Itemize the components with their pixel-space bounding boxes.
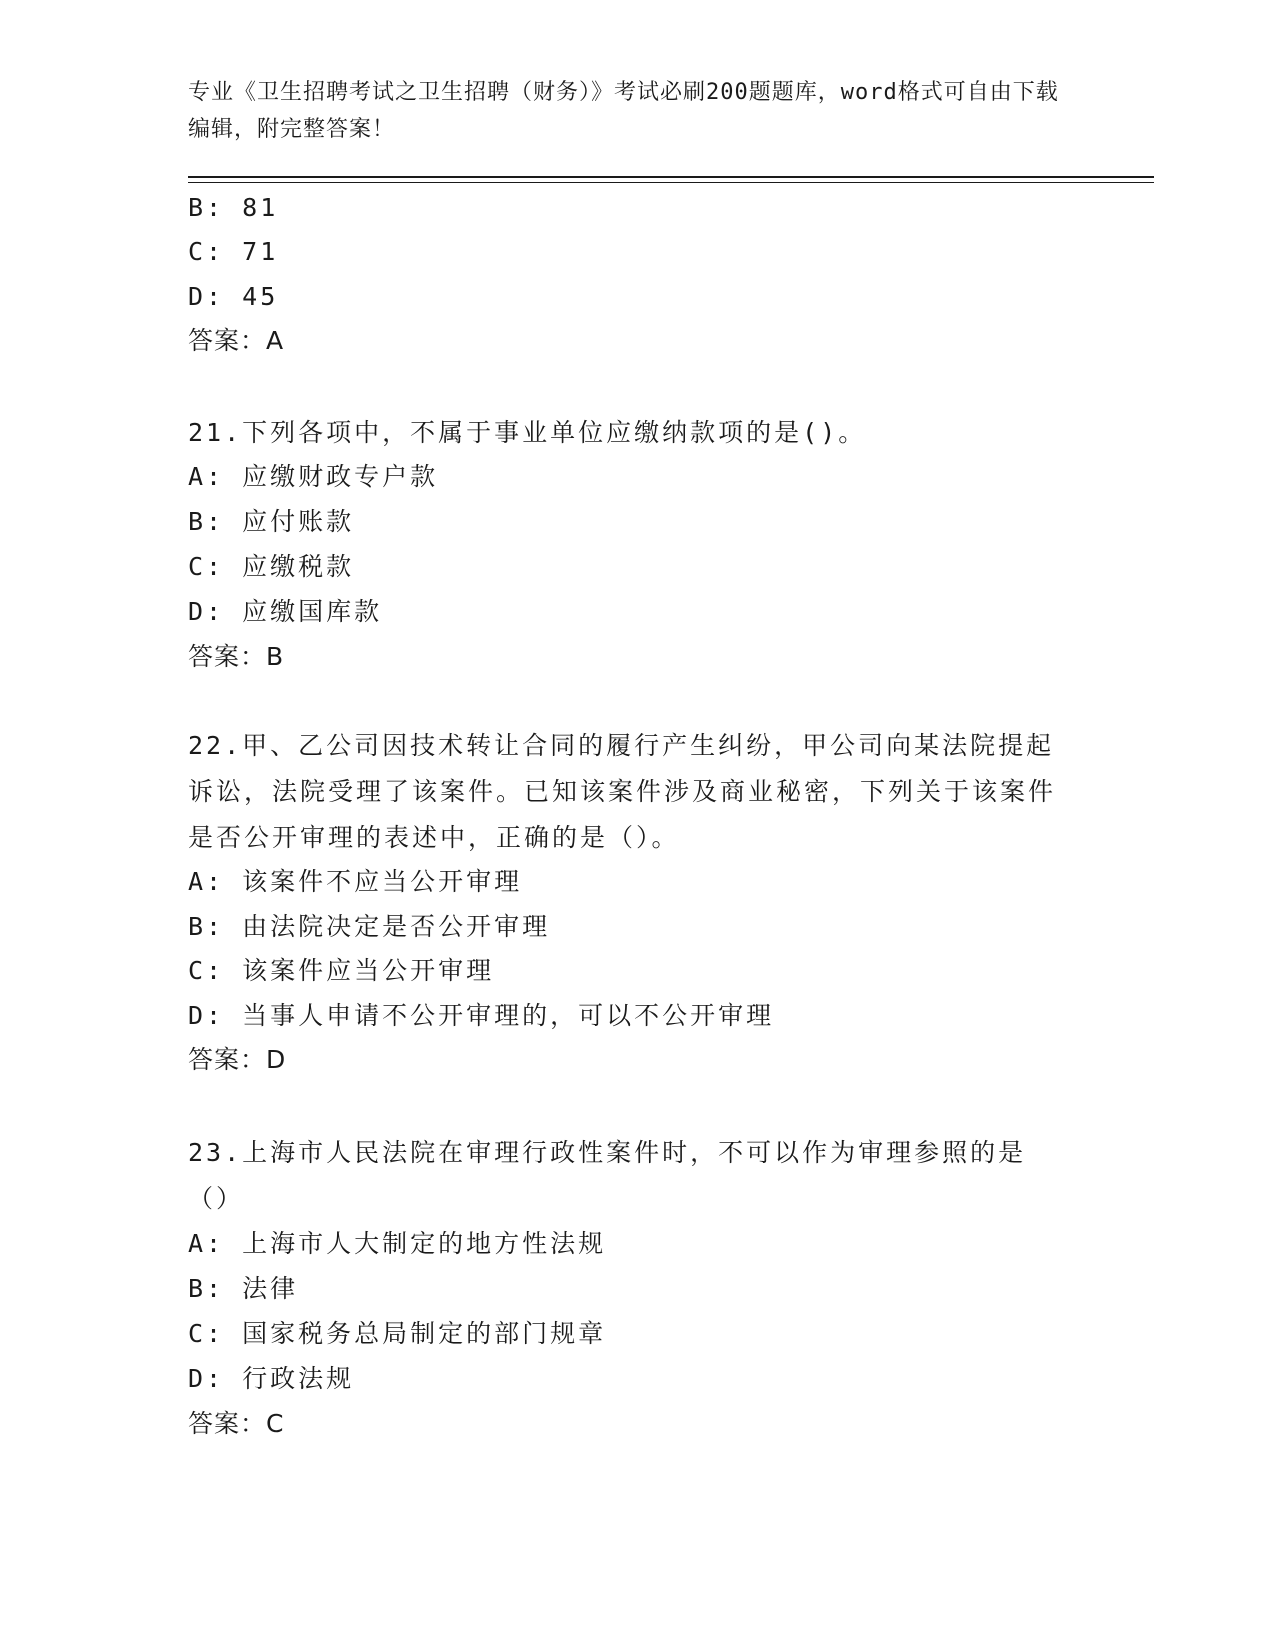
- question-22-option-d: D: 当事人申请不公开审理的，可以不公开审理: [188, 1001, 775, 1030]
- question-22-text: 22.甲、乙公司因技术转让合同的履行产生纠纷，甲公司向某法院提起诉讼，法院受理了该案件。已知该案件涉及商业秘密，下列关于该案件是否公开审理的表述中，正确的是（）。: [188, 731, 1057, 852]
- question-23-option-c: C: 国家税务总局制定的部门规章: [188, 1319, 607, 1348]
- question-22-answer: 答案：D: [188, 1045, 287, 1074]
- question-23-text: 23.上海市人民法院在审理行政性案件时，不可以作为审理参照的是（）: [188, 1138, 1027, 1213]
- question-21-option-b: B: 应付账款: [188, 507, 355, 536]
- question-21-option-a: A: 应缴财政专户款: [188, 462, 439, 491]
- option-c: C: 71: [188, 237, 279, 266]
- question-21-option-c: C: 应缴税款: [188, 552, 355, 581]
- answer-line: 答案：A: [188, 326, 285, 355]
- question-23-option-b: B: 法律: [188, 1274, 299, 1303]
- header-divider-thin: [188, 182, 1154, 183]
- question-21-text: 21.下列各项中，不属于事业单位应缴纳款项的是()。: [188, 418, 867, 447]
- question-21-option-d: D: 应缴国库款: [188, 597, 383, 626]
- option-b: B: 81: [188, 193, 279, 222]
- question-23-answer: 答案：C: [188, 1409, 285, 1438]
- question-21-answer: 答案：B: [188, 642, 285, 671]
- question-22-option-c: C: 该案件应当公开审理: [188, 956, 495, 985]
- document-header: 专业《卫生招聘考试之卫生招聘（财务）》考试必刷200题题库，word格式可自由下载编辑，附完整答案！: [188, 80, 1059, 142]
- option-d: D: 45: [188, 282, 279, 311]
- question-22-option-b: B: 由法院决定是否公开审理: [188, 912, 551, 941]
- question-23-option-d: D: 行政法规: [188, 1364, 355, 1393]
- header-divider: [188, 176, 1154, 178]
- question-22-option-a: A: 该案件不应当公开审理: [188, 867, 523, 896]
- question-23-option-a: A: 上海市人大制定的地方性法规: [188, 1229, 607, 1258]
